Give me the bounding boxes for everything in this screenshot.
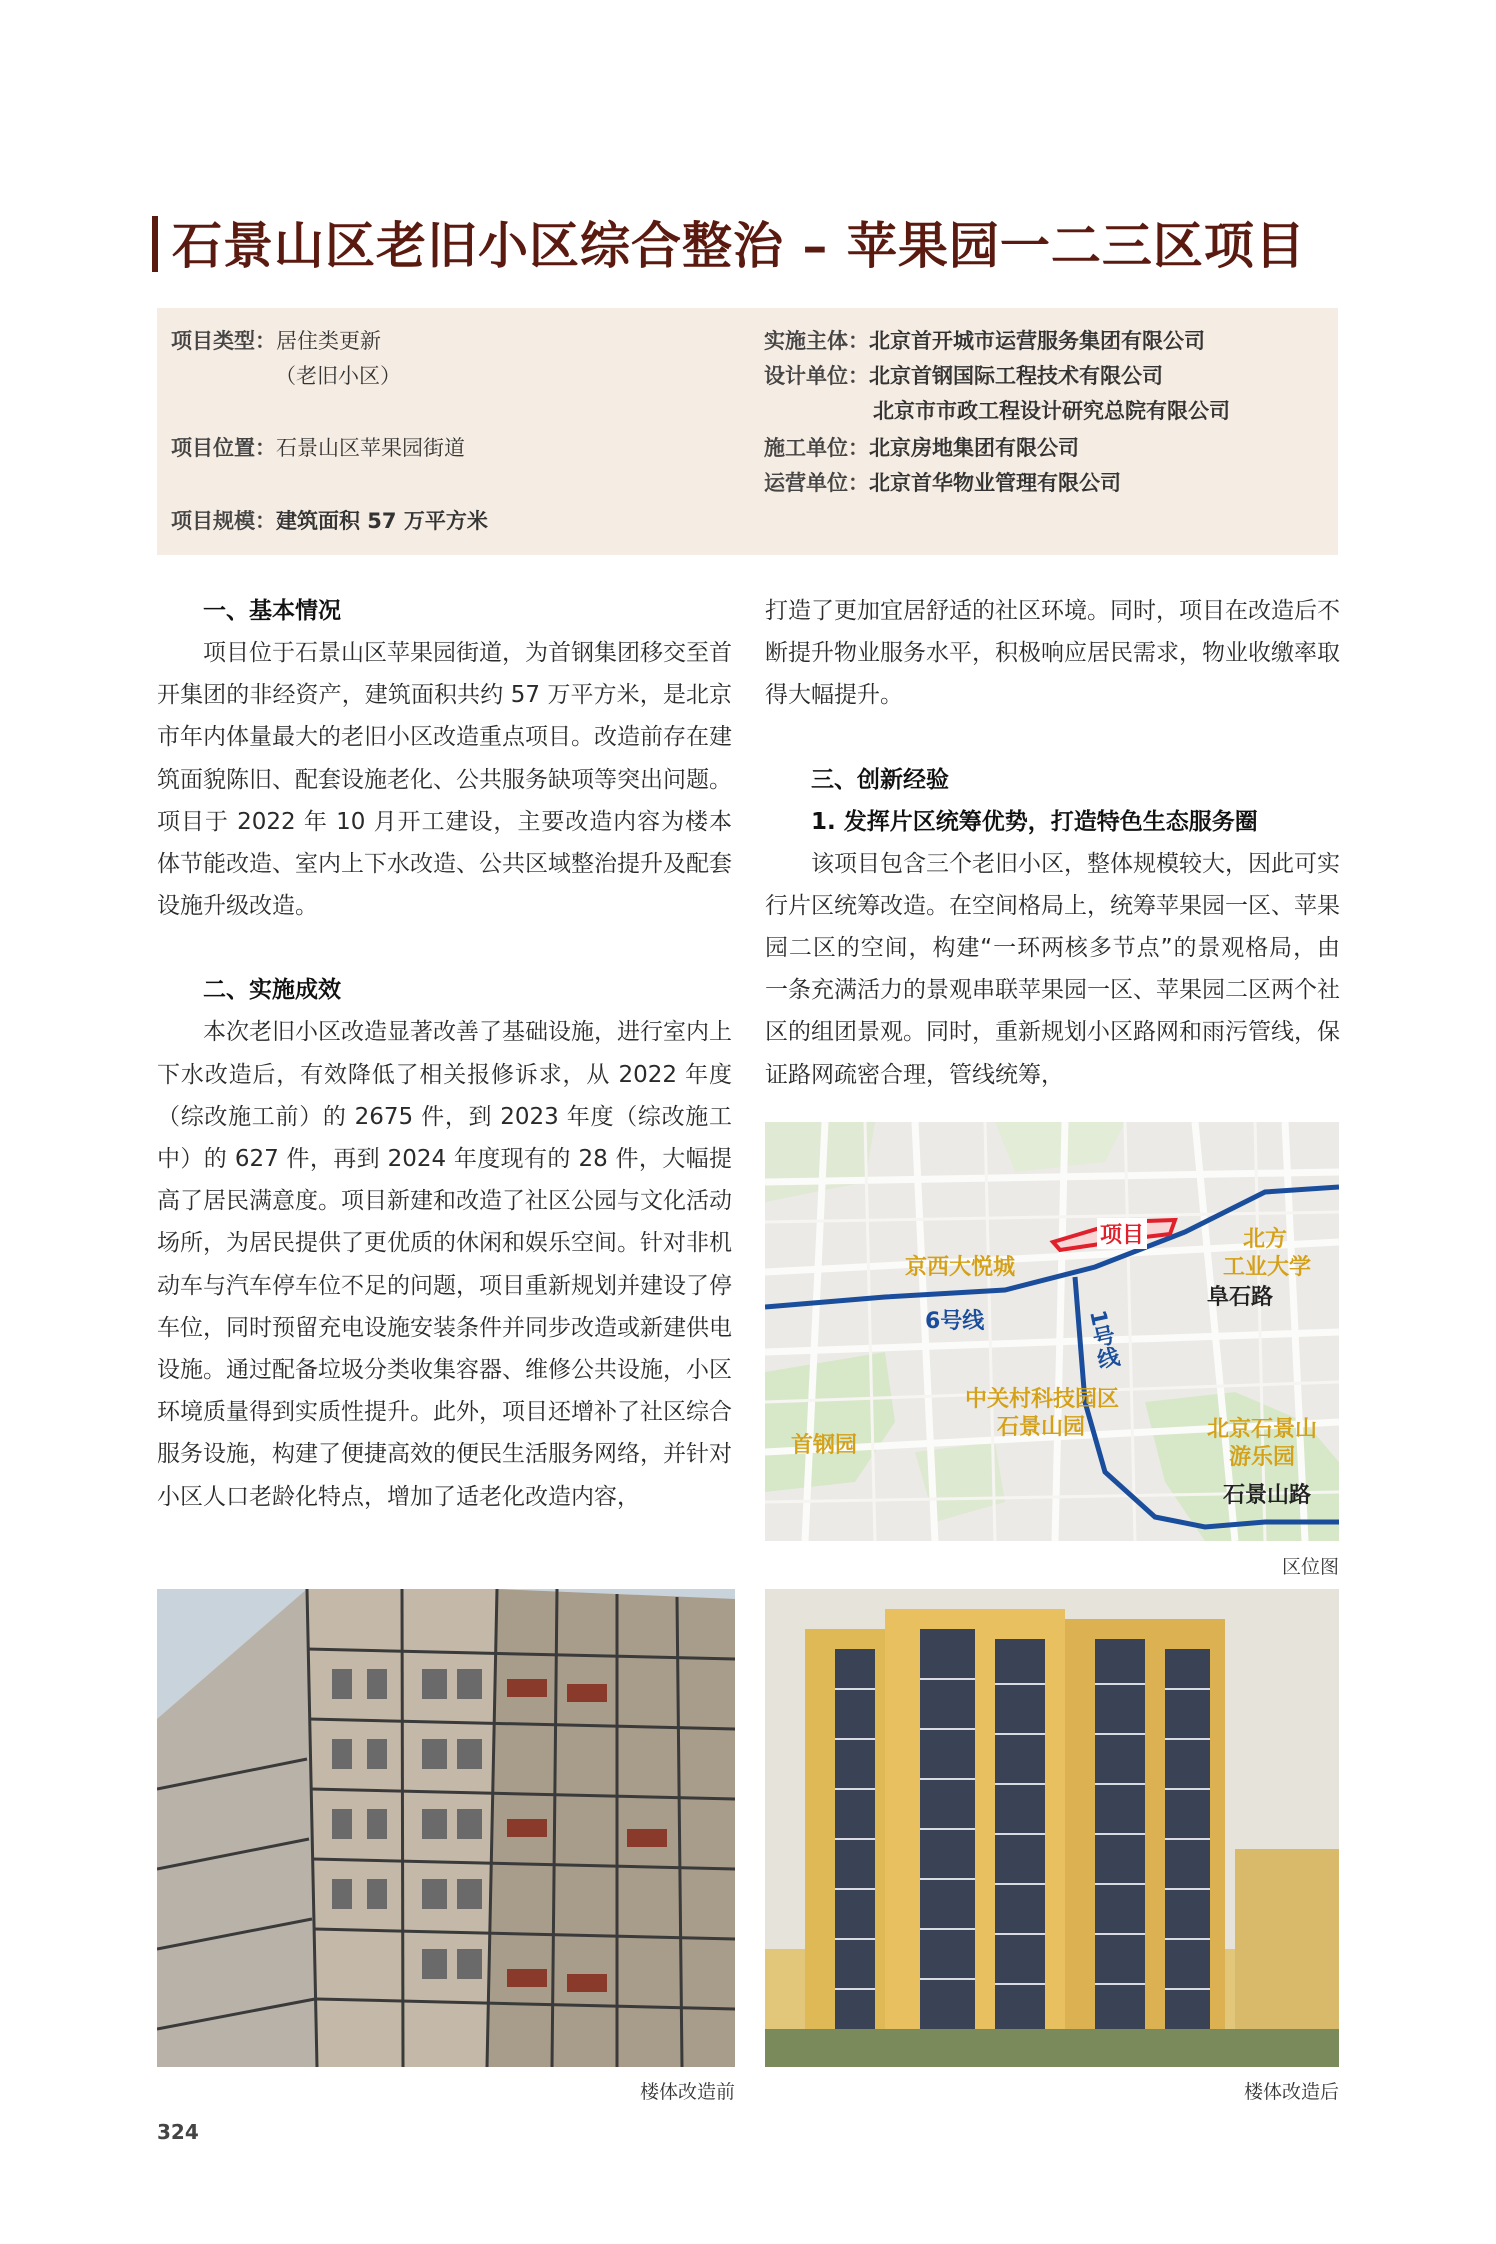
page-title: 石景山区老旧小区综合整治 – 苹果园一二三区项目 [172,216,1306,275]
info-operate: 运营单位：北京首华物业管理有限公司 [764,471,1121,495]
section-1-paragraph: 项目位于石景山区苹果园街道，为首钢集团移交至首开集团的非经资产，建筑面积共约 57 万平方米，是北京市年内体量最大的老旧小区改造重点项目。改造前存在建筑面貌陈旧、配套设施老化、公共服务缺项等突出问题。项目于 2022 年 10 月开工建设，主要改造内容为楼本体节能改造、室内上下水改造、公共区域整治提升及配套设施升级改造。 [157,640,732,920]
map-label-park-2: 游乐园 [1229,1445,1296,1470]
page-number: 324 [157,2120,199,2144]
info-scale: 项目规模：建筑面积 57 万平方米 [171,509,488,533]
project-info-box [157,308,1338,555]
map-label-zgc-1: 中关村科技园区 [965,1387,1120,1412]
info-location: 项目位置：石景山区苹果园街道 [171,436,465,460]
section-3-subtitle-1: 1. 发挥片区统筹优势，打造特色生态服务圈 [811,808,1258,835]
building-after-graphic [765,1589,1339,2067]
map-label-zgc-2: 石景山园 [997,1415,1086,1440]
map-label-shougang: 首钢园 [791,1433,858,1458]
info-construct: 施工单位：北京房地集团有限公司 [764,436,1079,460]
location-map [765,1122,1339,1541]
after-caption: 楼体改造后 [1243,2081,1339,2103]
map-caption: 区位图 [1281,1556,1339,1578]
map-label-line6: 6号线 [925,1309,985,1334]
info-type-cont: （老旧小区） [275,364,401,388]
info-type: 项目类型：居住类更新 [171,329,381,353]
map-label-project: 项目 [1097,1218,1147,1249]
right-column [765,590,1340,1096]
section-3-title: 三、创新经验 [811,766,949,793]
map-label-line1: 1号线 [1084,1308,1121,1372]
info-design-cont: 北京市市政工程设计研究总院有限公司 [873,399,1230,423]
map-label-mall: 京西大悦城 [905,1255,1016,1280]
map-label-univ-2: 工业大学 [1223,1255,1312,1280]
info-impl: 实施主体：北京首开城市运营服务集团有限公司 [764,329,1205,353]
section-1-title: 一、基本情况 [203,598,341,624]
before-caption: 楼体改造前 [639,2081,735,2103]
map-label-park-1: 北京石景山 [1207,1417,1318,1442]
photo-before [157,1589,735,2067]
map-label-fushi-road: 阜石路 [1207,1285,1274,1310]
left-column [157,590,732,1518]
section-2-paragraph: 本次老旧小区改造显著改善了基础设施，进行室内上下水改造后，有效降低了相关报修诉求，从 2022 年度（综改施工前）的 2675 件，到 2023 年度（综改施工中）的 627 件，再到 2024 年度现有的 28 件，大幅提高了居民满意度。项目新建和改造了社区公园与文化活动场所，为居民提供了更优质的休闲和娱乐空间。针对非机动车与汽车停车位不足的问题，项目重新规划并建设了停车位，同时预留充电设施安装条件并同步改造或新建供电设施。通过配备垃圾分类收集容器、维修公共设施，小区环境质量得到实质性提升。此外，项目还增补了社区综合服务设施，构建了便捷高效的便民生活服务网络，并针对小区人口老龄化特点，增加了适老化改造内容， [157,1019,732,1510]
building-before-graphic [157,1589,735,2067]
section-2-paragraph-cont: 打造了更加宜居舒适的社区环境。同时，项目在改造后不断提升物业服务水平，积极响应居民需求，物业收缴率取得大幅提升。 [765,598,1340,709]
section-3-paragraph-1: 该项目包含三个老旧小区，整体规模较大，因此可实行片区统筹改造。在空间格局上，统筹苹果园一区、苹果园二区的空间，构建“一环两核多节点”的景观格局，由一条充满活力的景观串联苹果园一区、苹果园二区两个社区的组团景观。同时，重新规划小区路网和雨污管线，保证路网疏密合理，管线统筹， [765,850,1340,1088]
title-accent-bar [152,216,158,272]
map-label-univ-1: 北方 [1243,1227,1288,1252]
section-2-title: 二、实施成效 [203,977,341,1004]
photo-after [765,1589,1339,2067]
map-label-sjs-road: 石景山路 [1223,1483,1312,1508]
info-design: 设计单位：北京首钢国际工程技术有限公司 [764,364,1163,388]
